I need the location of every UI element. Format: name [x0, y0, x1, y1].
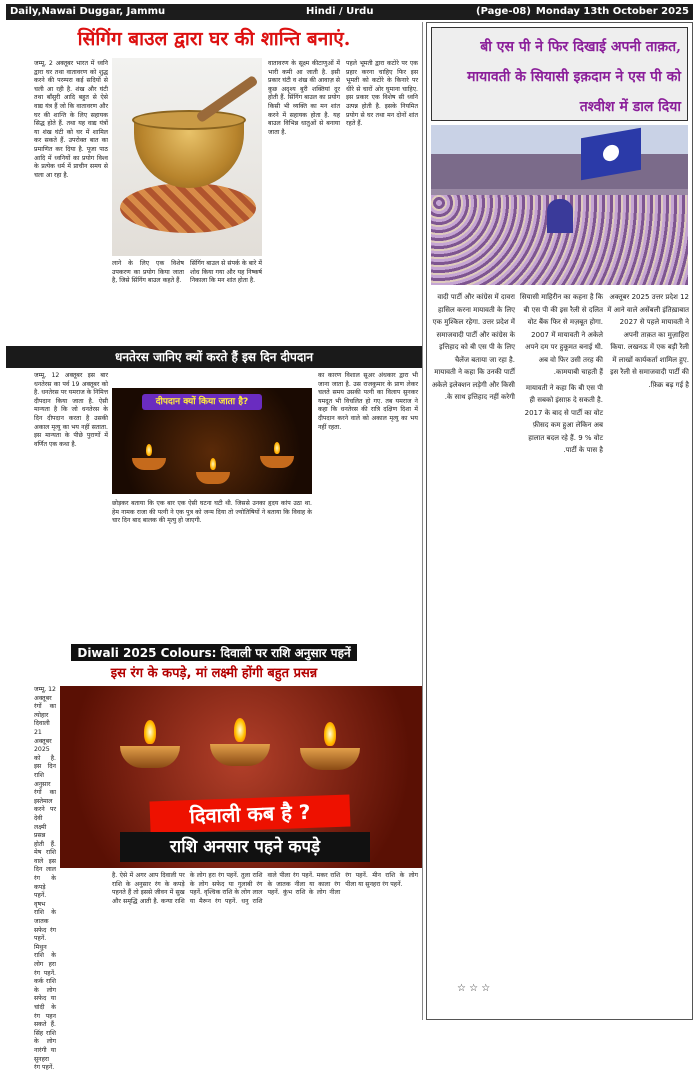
right-paragraph: 12 अक्तूबर 2025 उत्तर प्रदेश में आने वाले असेंबली इंतिख़ाबात 2027 से पहले मायावती ने अपनी ताक़त का मुज़ाहिरा किया. लखनऊ में एक बड़ी रैली में लाखों कार्यकर्ता शामिल हुए. इस रैली से समाजवादी पार्टी की फ़िक्र बढ़ गई है.: [607, 293, 689, 389]
diwali-lamp: [120, 746, 180, 768]
diya-flame: [274, 442, 280, 454]
article3-bottom: है. ऐसे में अगर आप दिवाली पर राशि के अनुसार रंग के कपड़े पहनते हैं तो इससे जीवन में सुख और समृद्धि आती है. कन्या राशि के लोग हरा रंग पहनें. तुला राशि के लोग सफेद या गुलाबी रंग पहनें. वृश्चिक राशि के लोग लाल या मैरून रंग पहनें. धनु राशि वाले पीला रंग पहनें. मकर राशि के जातक नीला या काला रंग पहनें. कुंभ राशि के लोग नीला रंग पहनें. मीन राशि के लोग पीला या सुनहरा रंग पहनें.: [112, 872, 418, 905]
diwali-image: [60, 686, 422, 868]
article1-caption-right: सिंगिंग बाउल से संपर्क के बारे में शोध किया गया और यह निष्कर्ष निकाला कि मन शांत होता है.: [190, 260, 262, 285]
bowl-rim-shape: [132, 110, 246, 130]
diya-image: [112, 388, 312, 494]
diya-lamp: [196, 472, 230, 484]
article3-headline-bottom: इस रंग के कपड़े, मां लक्ष्मी होंगी बहुत प्रसन्न: [110, 666, 318, 681]
right-text-col2: [519, 291, 603, 1011]
article1-caption-left: लाने के लिए एक विशेष उपकरण का प्रयोग किया जाता है, जिसे सिंगिंग बाउल कहते हैं.: [112, 260, 184, 285]
diya-flame: [146, 444, 152, 456]
article1-headline: सिंगिंग बाउल द्वारा घर की शान्ति बनाएं.: [77, 28, 351, 50]
article3-headline: [6, 642, 422, 682]
language-label: Hindi / Urdu: [306, 6, 374, 17]
article2-bottom: छोड़कर बताया कि एक बार एक ऐसी घटना घटी थी. जिससे उनका हृदय कांप उठा था. हेम नामक राजा की पत्नी ने एक पुत्र को जन्म दिया तो ज्योतिषियों ने बताया कि विवाह के चार दिन बाद बालक की मृत्यु हो जाएगी.: [112, 500, 312, 525]
article1-col3: पहले भूमती द्वारा कटोरे पर एक प्रहार करना चाहिए फिर इस भूमती को कटोरे के किनारे पर धीरे से चारों ओर घुमाना चाहिए. इस प्रकार एक विशेष सी ध्वनि उत्पन्न होती है. इसके नियमित प्रयोग से घर तथा मन दोनों शांत रहते हैं.: [346, 60, 418, 128]
diwali-lamp: [300, 748, 360, 770]
leader-figure: [547, 199, 573, 233]
diya-lamp: [260, 456, 294, 468]
divider-stars: ☆ ☆ ☆: [457, 983, 491, 994]
article2-headline: धनतेरस जानिए क्यों करते हैं इस दिन दीपदान: [6, 346, 422, 368]
page-header: [6, 4, 693, 20]
diwali-flame: [324, 722, 336, 746]
article1-col2: वातावरण के सूक्ष्म कीटाणुओं में भारी कमी आ जाती है. इसी प्रकार घंटी व शंख की आवाज़ से कुछ अदृश्य बुरी शक्तियां दूर होती हैं. सिंगिंग बाउल का प्रयोग किसी भी व्यक्ति का मन शांत करने में सहायक होता है. यह बाउल विभिन्न धातुओं से बनाया जाता है.: [268, 60, 340, 136]
paper-name: Daily,Nawai Duggar, Jammu: [10, 6, 166, 17]
diwali-flame: [144, 720, 156, 744]
diya-image-label: दीपदान क्यों किया जाता है?: [142, 394, 262, 410]
cushion-shape: [120, 183, 256, 233]
right-text-col3: [431, 291, 515, 1011]
issue-date: Monday 13th October 2025: [535, 6, 689, 17]
article1-col1: जम्मू, 2 अक्तूबर भारत में ध्वनि द्वारा घर तथा वातावरण को शुद्ध करने की परम्परा कई सदियों से चली आ रही है. शंख और घंटी तथा बाँसुरी आदि बहुत से ऐसे वाद्य यंत्र हैं जो कि वातावरण और घर की शान्ति के लिए सहायक सिद्ध होते हैं. तथा यह वाद्य यंत्रों या शंख घंटी को घर में शामिल कर सकते हैं. उपरोक्त बात का प्रमाणित कर दिया है. पूजा पाठ आदि में ध्वनियों का प्रयोग विश्व के प्रत्येक धर्म में प्राचीन समय से चला आ रहा है.: [34, 60, 108, 179]
right-paragraph: वादी पार्टी और कांग्रेस में दावरा हासिल करना मायावती के लिए एक मुश्किल रहेगा. उत्तर प्रदेश में समाजवादी पार्टी और कांग्रेस के इत्तिहाद को बी एस पी के लिए चैलेंज बताया जा रहा है. मायावती ने कहा कि उनकी पार्टी अकेले इलेक्शन लड़ेगी और किसी के साथ इत्तिहाद नहीं करेगी.: [431, 293, 515, 401]
diwali-banner-question: दिवाली कब है ?: [150, 795, 351, 834]
left-column: [6, 22, 423, 1072]
article2-col3: का कारण विशाल सूअर अंधकार द्वारा भी जाना जाता है. उस राजकुमार के प्राण लेकर चलते समय उसकी पत्नी का विलाप सुनकर यमदूत भी विचलित हो गए. तब यमराज ने कहा कि धनतेरस की रात्रि दक्षिण दिशा में दीपदान करने वाले को अकाल मृत्यु का भय नहीं रहता.: [318, 372, 418, 431]
right-headline: बी एस पी ने फिर दिखाई अपनी ताक़त, मायावती के सियासी इक़दाम ने एस पी को तश्वीश में डाल दिया: [431, 27, 688, 121]
article3-headline-top: Diwali 2025 Colours: दिवाली पर राशि अनुसार पहनें: [71, 644, 356, 661]
diwali-banner-subtitle: राशि अनसार पहने कपड़े: [120, 832, 370, 862]
article3-col1: जम्मू, 12 अक्तूबर रंगों का त्योहार दिवाली 21 अक्तूबर 2025 को है. इस दिन राशि अनुसार रंगों का इस्तेमाल करने पर देवी लक्ष्मी प्रसन्न होती हैं. मेष राशि वाले इस दिन लाल रंग के कपड़े पहनें. वृषभ राशि के जातक सफेद रंग पहनें. मिथुन राशि के लोग हरा रंग पहनें. कर्क राशि के लोग सफेद या चांदी के रंग पहन सकते हैं. सिंह राशि के लोग नारंगी या सुनहरा रंग पहनें.: [34, 686, 56, 1072]
right-column: [426, 22, 693, 1020]
right-paragraph: मायावती ने कहा कि बी एस पी ही सबको इंसाफ़ दे सकती है. 2017 के बाद से पार्टी का वोट फ़ीसद कम हुआ लेकिन अब हालात बदल रहे हैं. 9 % वोट पार्टी के पास है.: [524, 383, 603, 454]
diwali-lamp: [210, 744, 270, 766]
diwali-flame: [234, 718, 246, 742]
party-flag: [581, 128, 641, 181]
diya-flame: [210, 458, 216, 470]
singing-bowl-image: [112, 58, 262, 256]
right-text-col1: [607, 291, 689, 1011]
rally-image: [431, 125, 688, 285]
diya-lamp: [132, 458, 166, 470]
right-paragraph: सियासी माहिरीन का कहना है कि बी एस पी की इस रैली से दलित वोट बैंक फिर से मज़बूत होगा. 2007 में मायावती ने अकेले अपने दम पर हुकूमत बनाई थी. अब वो फिर उसी तरह की कामयाबी चाहती हैं.: [519, 293, 603, 376]
article2-col1: जम्मू, 12 अक्तूबर इस बार धनतेरस का पर्व 19 अक्तूबर को है. धनतेरस पर यमराज के निमित्त दीपदान किया जाता है. ऐसी मान्यता है कि जो धनतेरस के दिन दीपदान करता है उसकी अकाल मृत्यु का भय नहीं सताता. इस मान्यता के पीछे पुराणों में वर्णित एक कथा है.: [34, 372, 108, 448]
page-number: (Page-08): [476, 6, 531, 17]
